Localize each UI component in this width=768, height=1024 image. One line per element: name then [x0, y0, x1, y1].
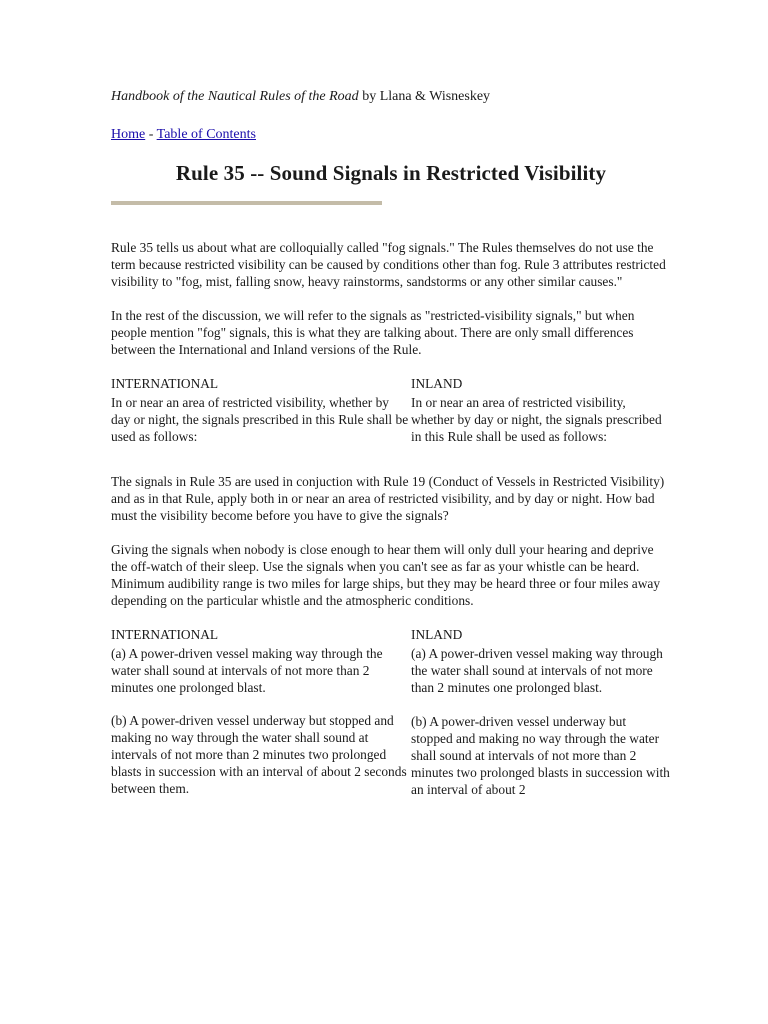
international-text: In or near an area of restricted visibility, whether by day or night, the signals prescribed in this Rule shall be used as follows:: [111, 395, 409, 444]
international-rule-a: (a) A power-driven vessel making way through the water shall sound at intervals of not more than 2 minutes one prolonged blast.: [111, 646, 383, 695]
comparison-table-general: [111, 375, 671, 445]
table-of-contents-link[interactable]: Table of Contents: [156, 127, 256, 142]
inland-column: [411, 375, 671, 445]
title-divider: [111, 201, 382, 205]
breadcrumb: [111, 126, 671, 144]
intro-paragraph-1: Rule 35 tells us about what are colloquially called "fog signals." The Rules themselves do not use the term because restricted visibility can be caused by conditions other than fog. Rule 3 attributes restricted visibility to "fog, mist, falling snow, heavy rainstorms, sandstorms or any other similar causes.": [111, 240, 666, 289]
international-column: [111, 375, 411, 445]
international-header: INTERNATIONAL: [111, 376, 219, 391]
international-rule-b: (b) A power-driven vessel underway but stopped and making no way through the water shall sound at intervals of not more than 2 minutes two prolonged blasts in succession with an interval of about 2 seconds between them.: [111, 713, 407, 796]
inland-header: INLAND: [411, 376, 463, 391]
book-title: Handbook of the Nautical Rules of the Road: [111, 89, 359, 104]
page-title: Rule 35 -- Sound Signals in Restricted Visibility: [175, 161, 607, 185]
inland-text: In or near an area of restricted visibility, whether by day or night, the signals prescribed in this Rule shall be used as follows:: [411, 395, 662, 444]
byline: [111, 88, 671, 106]
byline-authors: by Llana & Wisneskey: [358, 89, 491, 104]
home-link[interactable]: Home: [111, 127, 146, 142]
comparison-table-power-driven: [111, 626, 671, 798]
breadcrumb-separator: -: [145, 127, 157, 142]
inland-header: INLAND: [411, 627, 463, 642]
intro-paragraph-2: In the rest of the discussion, we will refer to the signals as "restricted-visibility signals," but when people mention "fog" signals, this is what they are talking about. There are only small differences between the International and Inland versions of the Rule.: [111, 308, 635, 357]
middle-paragraph-1: The signals in Rule 35 are used in conjuction with Rule 19 (Conduct of Vessels in Restricted Visibility) and as in that Rule, apply both in or near an area of restricted visibility, and by day or night. How bad must the visibility become before you have to give the signals?: [111, 474, 665, 523]
middle-paragraph-2: Giving the signals when nobody is close enough to hear them will only dull your hearing and deprive the off-watch of their sleep. Use the signals when you can't see as far as your whistle can be heard. Minimum audibility range is two miles for large ships, but they may be heard three or four miles away depending on the particular whistle and the atmospheric conditions.: [111, 542, 661, 608]
inland-column: [411, 626, 671, 798]
international-header: INTERNATIONAL: [111, 627, 219, 642]
page-content: [111, 88, 671, 826]
inland-rule-b: (b) A power-driven vessel underway but stopped and making no way through the water shall sound at intervals of not more than 2 minutes two prolonged blasts in succession with an interval of about 2: [411, 714, 670, 797]
inland-rule-a: (a) A power-driven vessel making way through the water shall sound at intervals of not more than 2 minutes one prolonged blast.: [411, 646, 663, 695]
international-column: [111, 626, 411, 798]
